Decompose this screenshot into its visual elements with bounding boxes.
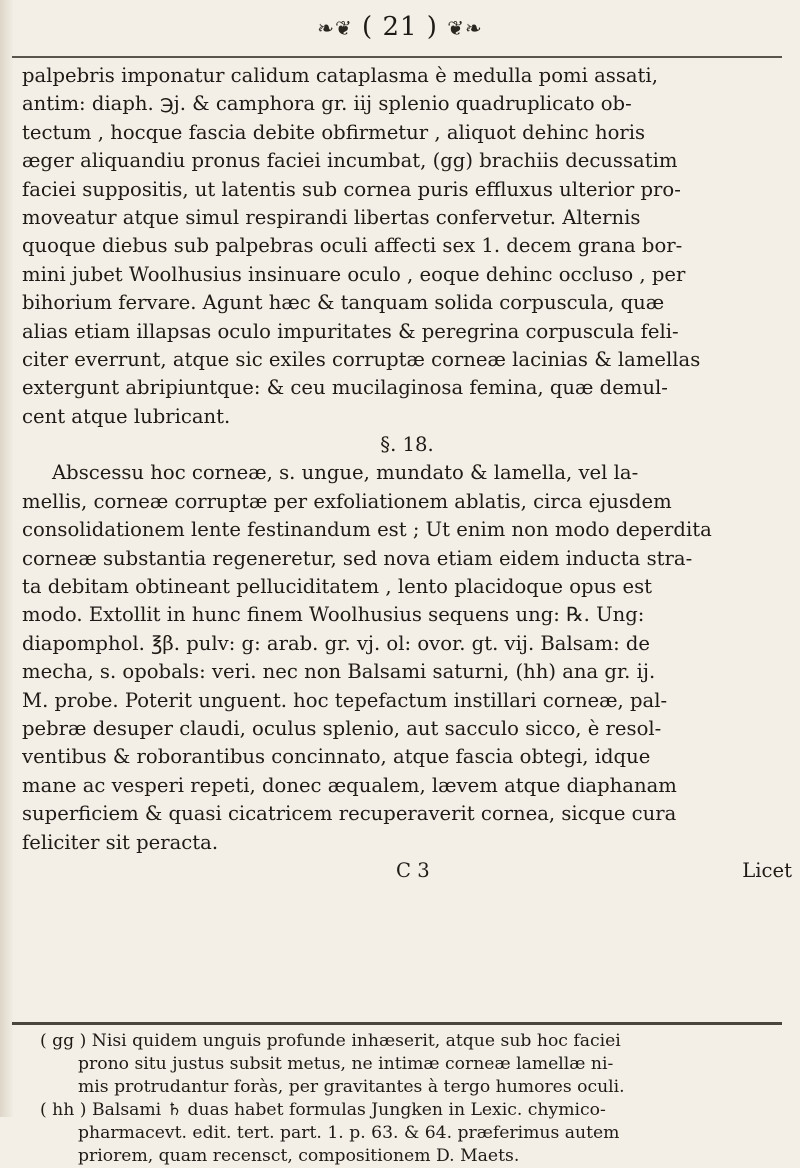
ornament-right-icon: ❦❧ bbox=[447, 16, 483, 40]
text-line: tectum , hocque fascia debite obfirmetur , aliquot dehinc horis bbox=[22, 120, 646, 144]
text-line: consolidationem lente festinandum est ; Ut enim non modo deperdita bbox=[22, 518, 712, 542]
text-line: cent atque lubricant. bbox=[22, 404, 231, 428]
page-gutter bbox=[0, 0, 14, 1117]
page-header bbox=[0, 12, 800, 42]
text-line: quoque diebus sub palpebras oculi affecti sex 1. decem grana bor- bbox=[22, 234, 683, 258]
text-line: superficiem & quasi cicatricem recuperaverit cornea, sicque cura bbox=[22, 802, 677, 826]
text-line: pebræ desuper claudi, oculus splenio, aut sacculo sicco, è resol- bbox=[22, 716, 662, 740]
text-line: palpebris imponatur calidum cataplasma è medulla pomi assati, bbox=[22, 64, 658, 87]
text-line: moveatur atque simul respirandi libertas confervetur. Alternis bbox=[22, 205, 641, 229]
text-line: æger aliquandiu pronus faciei incumbat, (gg) brachiis decussatim bbox=[22, 149, 678, 173]
text-line: bihorium fervare. Agunt hæc & tanquam solida corpuscula, quæ bbox=[22, 291, 665, 315]
text-line: feliciter sit peracta. bbox=[22, 830, 219, 854]
ornament-left-icon: ❧❦ bbox=[317, 16, 353, 40]
catchword: Licet bbox=[742, 858, 792, 882]
text-line: alias etiam illapsas oculo impuritates & peregrina corpuscula feli- bbox=[22, 319, 679, 343]
signature-line bbox=[22, 857, 792, 885]
footnote-rule bbox=[12, 1022, 782, 1025]
text-line: mellis, corneæ corruptæ per exfoliationem ablatis, circa ejusdem bbox=[22, 489, 672, 513]
text-line: diapomphol. ℥β. pulv: g: arab. gr. vj. ol: ovor. gt. vij. Balsam: de bbox=[22, 631, 651, 655]
text-line: Abscessu hoc corneæ, s. ungue, mundato & lamella, vel la- bbox=[52, 461, 639, 485]
header-rule bbox=[12, 56, 782, 58]
text-line: citer everrunt, atque sic exiles corruptæ corneæ lacinias & lamellas bbox=[22, 347, 701, 371]
text-line: modo. Extollit in hunc finem Woolhusius sequens ung: ℞. Ung: bbox=[22, 603, 645, 627]
text-line: faciei suppositis, ut latentis sub cornea puris effluxus ulterior pro- bbox=[22, 177, 681, 201]
text-line: antim: diaph. ℈j. & camphora gr. iij splenio quadruplicato ob- bbox=[22, 92, 632, 116]
section-heading: §. 18. bbox=[380, 433, 434, 457]
text-line: corneæ substantia regeneretur, sed nova etiam eidem inducta stra- bbox=[22, 546, 693, 570]
text-line: mini jubet Woolhusius insinuare oculo , eoque dehinc occluso , per bbox=[22, 262, 686, 286]
footnote-line: prono situ justus subsit metus, ne intimæ corneæ lamellæ ni- bbox=[78, 1054, 614, 1074]
text-line: M. probe. Poterit unguent. hoc tepefactum instillari corneæ, pal- bbox=[22, 688, 668, 712]
text-line: mecha, s. opobals: veri. nec non Balsami saturni, (hh) ana gr. ij. bbox=[22, 660, 656, 684]
text-line: ventibus & roborantibus concinnato, atque fascia obtegi, idque bbox=[22, 745, 651, 769]
page-number: ( 21 ) bbox=[362, 12, 438, 42]
footnote-line: ( hh ) Balsami ♄ duas habet formulas Jungken in Lexic. chymico- bbox=[40, 1100, 606, 1120]
footnote-line: pharmacevt. edit. tert. part. 1. p. 63. & 64. præferimus autem bbox=[78, 1123, 620, 1143]
main-text bbox=[22, 62, 792, 885]
footnotes bbox=[40, 1030, 780, 1168]
text-line: ta debitam obtineant pelluciditatem , lento placidoque opus est bbox=[22, 575, 653, 599]
text-line: extergunt abripiuntque: & ceu mucilaginosa femina, quæ demul- bbox=[22, 376, 668, 400]
footnote-line: mis protrudantur foràs, per gravitantes à tergo humores oculi. bbox=[78, 1077, 625, 1097]
signature-mark: C 3 bbox=[396, 858, 430, 882]
footnote-line: priorem, quam recensct, compositionem D. Maets. bbox=[78, 1146, 520, 1166]
footnote-line: ( gg ) Nisi quidem unguis profunde inhæserit, atque sub hoc faciei bbox=[40, 1031, 621, 1051]
text-line: mane ac vesperi repeti, donec æqualem, lævem atque diaphanam bbox=[22, 773, 677, 797]
